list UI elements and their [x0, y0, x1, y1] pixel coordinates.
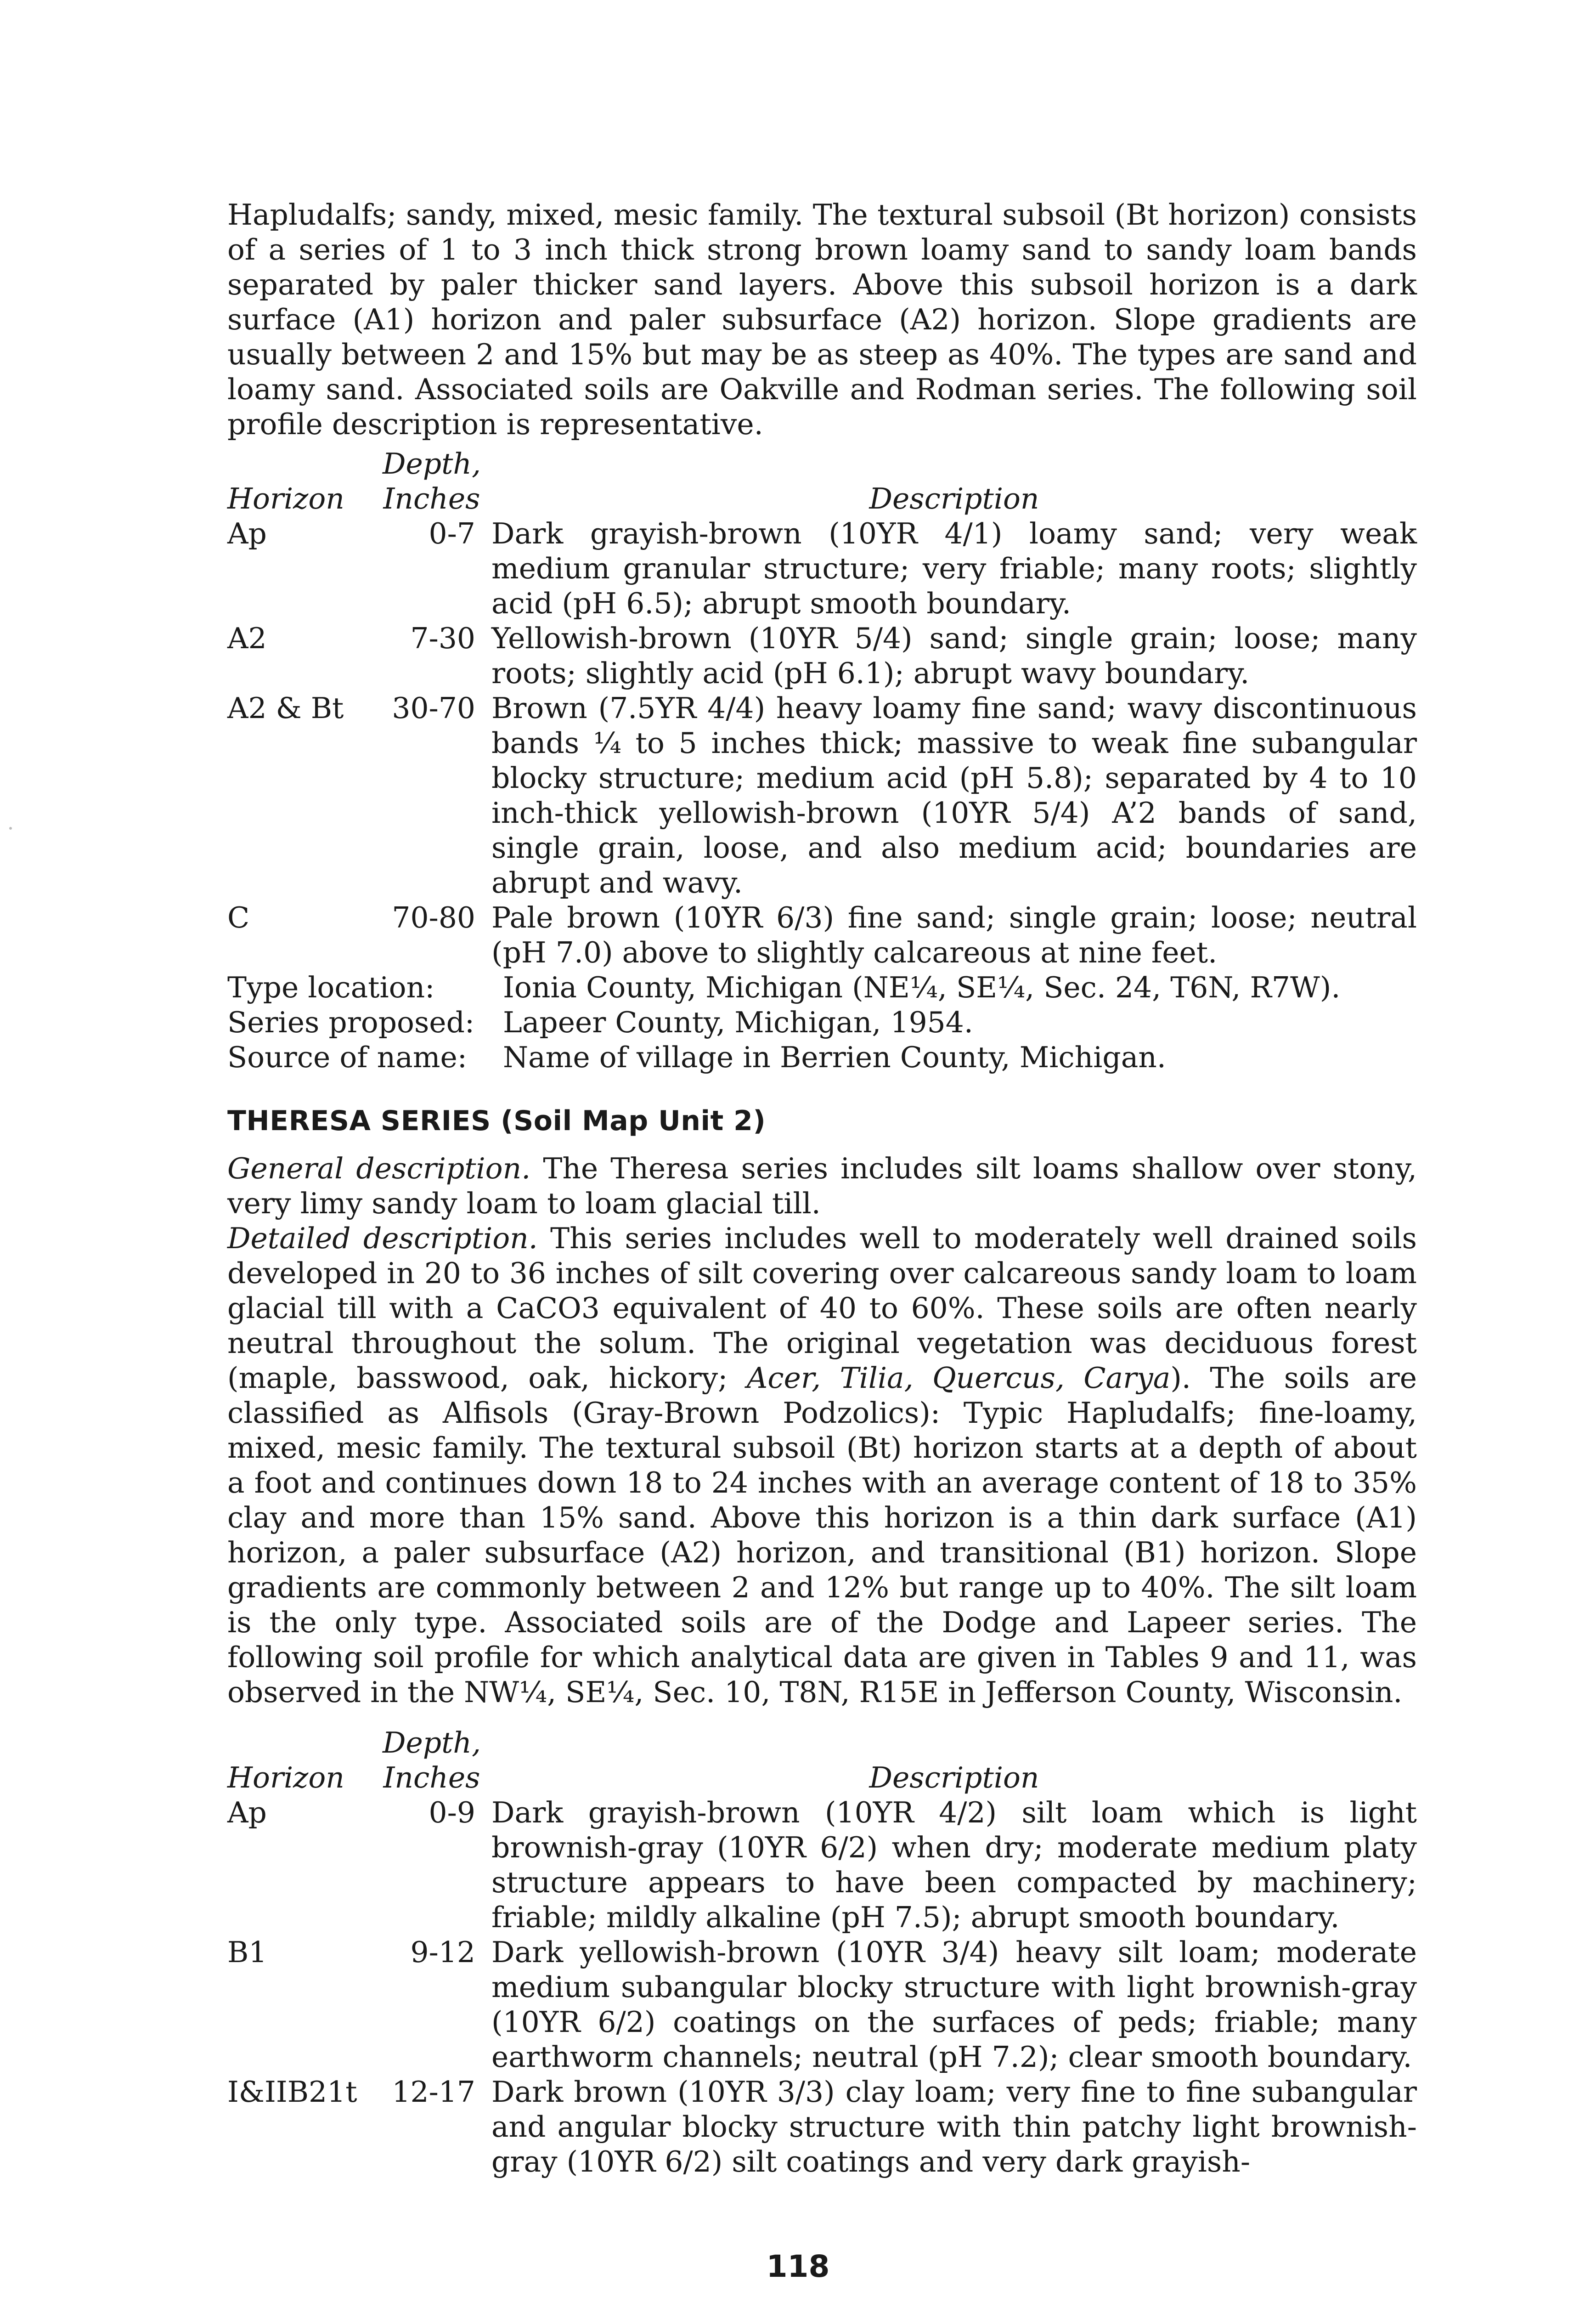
general-text: The Theresa series includes silt loams shallow over stony, very limy sandy loam to loam glacial till. — [227, 1152, 1417, 1220]
description-cell: Yellowish-brown (10YR 5/4) sand; single grain; loose; many roots; slightly acid (pH 6.1); abrupt wavy boundary. — [491, 622, 1417, 690]
table-header-row — [227, 481, 1417, 516]
section-title: THERESA SERIES (Soil Map Unit 2) — [227, 1105, 766, 1137]
detailed-label: Detailed description. — [227, 1222, 538, 1255]
depth-header: Depth, — [382, 447, 481, 481]
horizon-header: Horizon — [227, 1761, 344, 1794]
depth-cell: 0-7 — [429, 517, 475, 550]
intro-paragraph: Hapludalfs; sandy, mixed, mesic family. The textural subsoil (Bt horizon) consists of a series of 1 to 3 inch thick strong brown loamy sand to sandy loam bands separated by paler thicker sand layers. Above this subsoil horizon is a dark surface (A1) horizon and paler subsurface (A2) horizon. Slope gradients are usually between 2 and 15% but may be as steep as 40%. The types are sand and loamy sand. Associated soils are Oakville and Rodman series. The following soil profile description is representative. — [227, 198, 1417, 441]
horizon-cell: Ap — [227, 517, 267, 550]
description-cell: Pale brown (10YR 6/3) fine sand; single grain; loose; neutral (pH 7.0) above to slightly calcareous at nine feet. — [491, 901, 1417, 969]
series-proposed-label: Series proposed: — [227, 1006, 475, 1039]
description-cell: Dark grayish-brown (10YR 4/1) loamy sand; very weak medium granular structure; very friable; many roots; slightly acid (pH 6.5); abrupt smooth boundary. — [491, 517, 1417, 620]
description-cell: Dark yellowish-brown (10YR 3/4) heavy silt loam; moderate medium subangular blocky structure with light brownish-gray (10YR 6/2) coatings on the surfaces of peds; friable; many earthworm channels; neutral (pH 7.2); clear smooth boundary. — [491, 1935, 1417, 2074]
horizon-cell: A2 — [227, 622, 267, 655]
description-cell: Brown (7.5YR 4/4) heavy loamy fine sand; wavy discontinuous bands ¼ to 5 inches thick; massive to weak fine subangular blocky structure; medium acid (pH 5.8); separated by 4 to 10 inch-thick yellowish-brown (10YR 5/4) A’2 bands of sand, single grain, loose, and also medium acid; boundaries are abrupt and wavy. — [491, 691, 1417, 900]
series-proposed-value: Lapeer County, Michigan, 1954. — [503, 1006, 973, 1039]
depth-cell: 9-12 — [410, 1935, 475, 1969]
table-header-depth-row — [227, 1726, 1417, 1760]
horizon-cell: Ap — [227, 1796, 267, 1829]
horizon-cell: A2 & Bt — [227, 691, 344, 725]
horizon-header: Horizon — [227, 482, 344, 515]
table-row — [227, 1795, 1417, 1935]
horizon-cell: I&IIB21t — [227, 2075, 357, 2109]
table-row — [227, 2075, 1417, 2179]
general-label: General description. — [227, 1152, 531, 1185]
scan-speck — [9, 827, 12, 830]
profile-table-2 — [227, 1726, 1417, 2179]
table-header-row — [227, 1760, 1417, 1795]
page-body — [227, 198, 1417, 2179]
depth-cell: 0-9 — [429, 1796, 475, 1829]
general-description — [227, 1151, 1417, 1221]
source-of-name-value: Name of village in Berrien County, Michigan. — [503, 1041, 1166, 1074]
inches-header: Inches — [383, 1761, 480, 1794]
type-location-value: Ionia County, Michigan (NE¼, SE¼, Sec. 24, T6N, R7W). — [503, 971, 1341, 1004]
profile-table-1 — [227, 447, 1417, 970]
inches-header: Inches — [383, 482, 480, 515]
table-row — [227, 621, 1417, 691]
description-header: Description — [869, 482, 1039, 515]
depth-cell: 7-30 — [410, 622, 475, 655]
table-header-depth-row — [227, 447, 1417, 481]
series-metadata — [227, 970, 1417, 1075]
detailed-genera: Acer, Tilia, Quercus, Carya — [746, 1361, 1171, 1395]
table-row — [227, 516, 1417, 621]
description-header: Description — [869, 1761, 1039, 1794]
depth-cell: 12-17 — [392, 2075, 475, 2109]
table-row — [227, 900, 1417, 970]
horizon-cell: B1 — [227, 1935, 267, 1969]
depth-cell: 70-80 — [392, 901, 475, 934]
source-of-name-label: Source of name: — [227, 1041, 468, 1074]
type-location-label: Type location: — [227, 971, 435, 1004]
page-number: 118 — [766, 2249, 830, 2284]
horizon-cell: C — [227, 901, 250, 934]
depth-cell: 30-70 — [392, 691, 475, 725]
detailed-description — [227, 1221, 1417, 1710]
detailed-text-2: ). The soils are classified as Alfisols (Gray-Brown Podzolics): Typic Hapludalfs; fine-loamy, mixed, mesic family. The textural subsoil (Bt) horizon starts at a depth of about a foot and continues down 18 to 24 inches with an average content of 18 to 35% clay and more than 15% sand. Above this horizon is a thin dark surface (A1) horizon, a paler subsurface (A2) horizon, and transitional (B1) horizon. Slope gradients are commonly between 2 and 12% but range up to 40%. The silt loam is the only type. Associated soils are of the Dodge and Lapeer series. The following soil profile for which analytical data are given in Tables 9 and 11, was observed in the NW¼, SE¼, Sec. 10, T8N, R15E in Jefferson County, Wisconsin. — [227, 1361, 1417, 1709]
depth-header: Depth, — [382, 1726, 481, 1760]
detailed-text-1: This series includes well to moderately well drained soils developed in 20 to 36 inches of silt covering over calcareous sandy loam to loam glacial till with a CaCO3 equivalent of 40 to 60%. These soils are often nearly neutral throughout the solum. The original vegetation was deciduous forest (maple, basswood, oak, hickory; — [227, 1222, 1417, 1395]
description-cell: Dark grayish-brown (10YR 4/2) silt loam which is light brownish-gray (10YR 6/2) when dry; moderate medium platy structure appears to have been compacted by machinery; friable; mildly alkaline (pH 7.5); abrupt smooth boundary. — [491, 1796, 1417, 1934]
table-row — [227, 691, 1417, 900]
description-cell: Dark brown (10YR 3/3) clay loam; very fine to fine subangular and angular blocky structure with thin patchy light brownish-gray (10YR 6/2) silt coatings and very dark grayish- — [491, 2075, 1417, 2178]
table-row — [227, 1935, 1417, 2075]
